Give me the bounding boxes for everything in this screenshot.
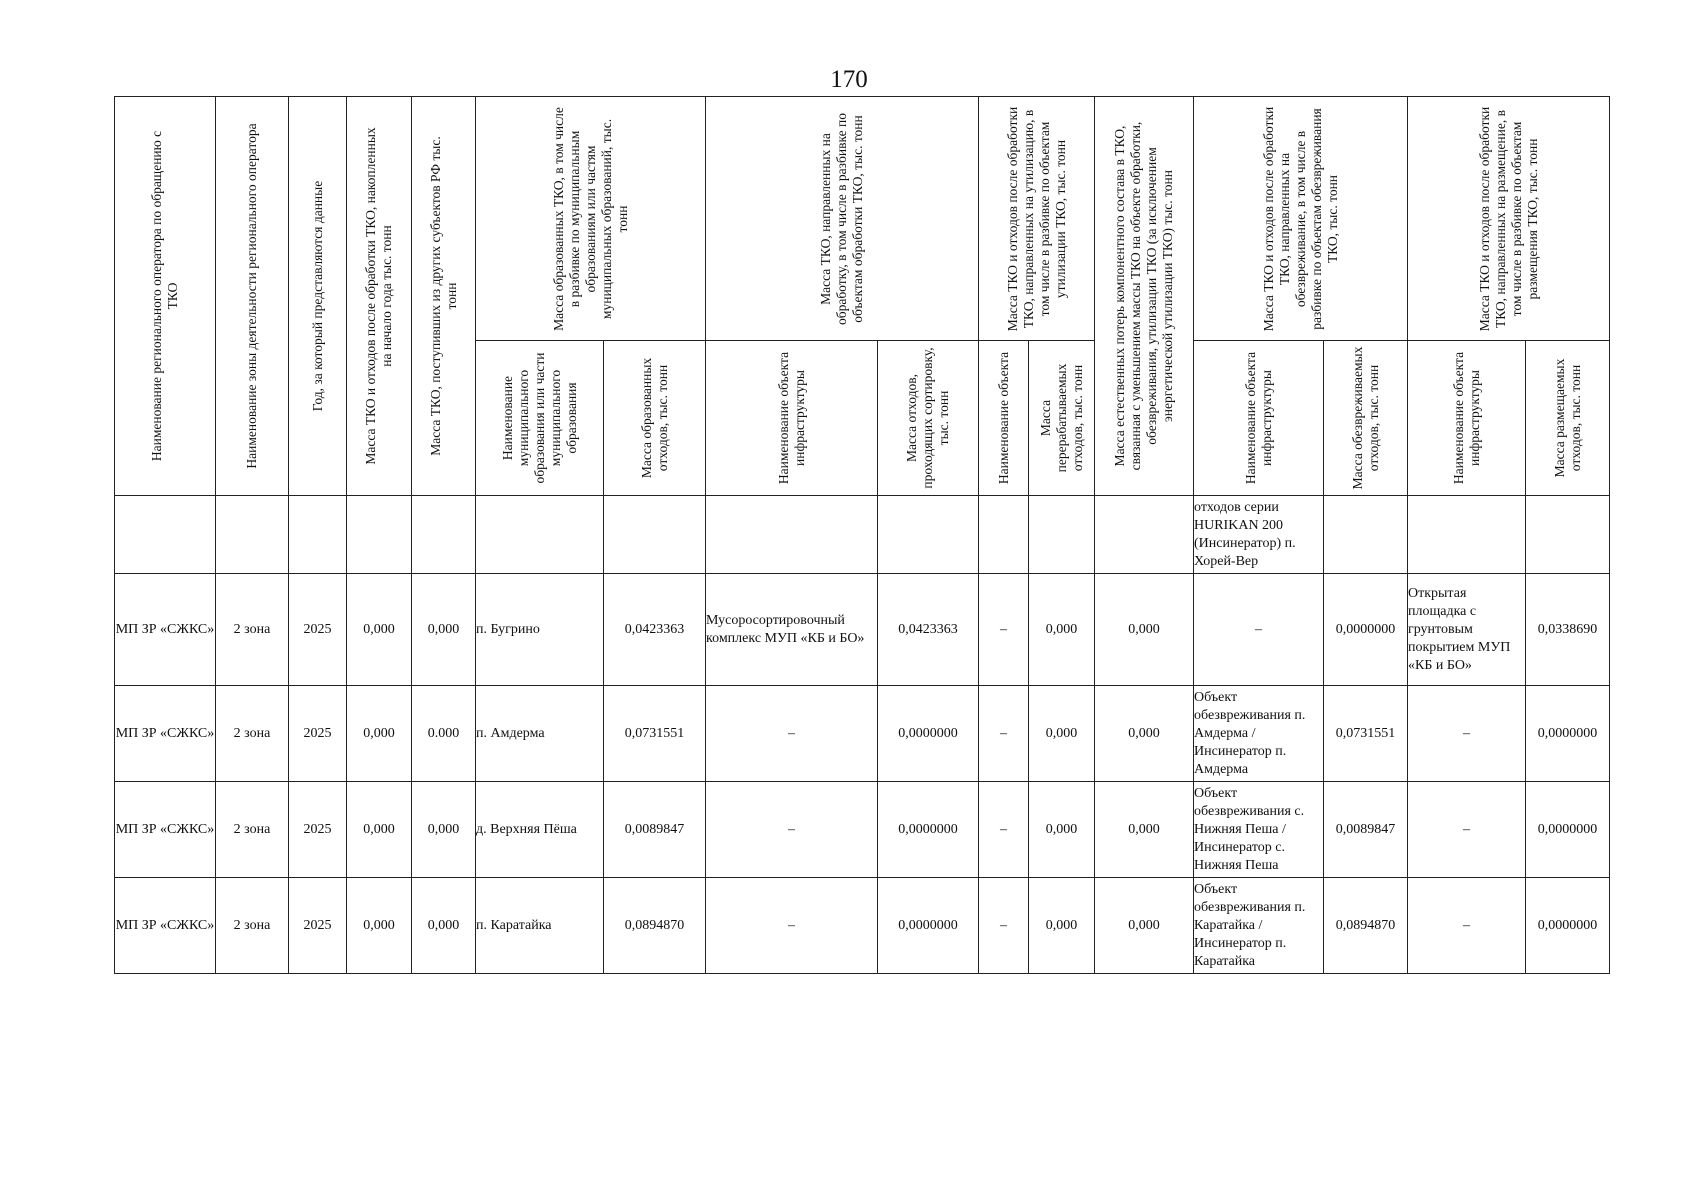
zone-cell: 2 зона — [216, 686, 289, 782]
header-generated-mass: Масса образованных отходов, тыс. тонн — [604, 341, 706, 496]
accumulated-cell: 0,000 — [347, 686, 412, 782]
recycled-cell: 0,000 — [1029, 782, 1095, 878]
table-row — [115, 878, 1610, 974]
operator-cell: МП ЗР «СЖКС» — [115, 878, 216, 974]
header-accumulated: Масса ТКО и отходов после обработки ТКО, накопленных на начало года тыс. тонн — [347, 97, 412, 496]
header-generated-group: Масса образованных ТКО, в том числе в разбивке по муниципальным образованиям или частям муниципальных образований, тыс. тонн — [476, 97, 706, 341]
page-number: 170 — [830, 66, 868, 93]
disposed-cell: 0,0000000 — [1526, 782, 1610, 878]
zone-cell: 2 зона — [216, 878, 289, 974]
recycled-cell: 0,000 — [1029, 574, 1095, 686]
disposal-object-cell: Открытая площадка с грунтовым покрытием МУП «КБ и БО» — [1408, 574, 1526, 686]
utilization-object-cell: – — [979, 782, 1029, 878]
header-year: Год, за который представляются данные — [289, 97, 347, 496]
header-disposal-object: Наименование объекта инфраструктуры — [1408, 341, 1526, 496]
disposed-cell: 0,0000000 — [1526, 686, 1610, 782]
disposed-cell: 0,0000000 — [1526, 878, 1610, 974]
header-disposed-mass: Масса размещаемых отходов, тыс. тонн — [1526, 341, 1610, 496]
sorted-cell: 0,0000000 — [878, 782, 979, 878]
municipality-cell: д. Верхняя Пёша — [476, 782, 604, 878]
neutralization-object-cell: Объект обезвреживания п. Каратайка / Инсинератор п. Каратайка — [1194, 878, 1324, 974]
header-neutralization-group: Масса ТКО и отходов после обработки ТКО, направленных на обезвреживание, в том числе в разбивке по объектам обезвреживания ТКО, тыс. тонн — [1194, 97, 1408, 341]
year-cell: 2025 — [289, 686, 347, 782]
disposed-cell: 0,0338690 — [1526, 574, 1610, 686]
from-other-cell: 0,000 — [412, 574, 476, 686]
header-natural-losses: Масса естественных потерь компонентного состава в ТКО, связанная с уменьшением массы ТКО на объекте обработки, обезвреживания, утилизации ТКО (за исключением энергетической утилизации ТКО) тыс. тонн — [1095, 97, 1194, 496]
neutralized-cell: 0,0894870 — [1324, 878, 1408, 974]
from-other-cell: 0,000 — [412, 878, 476, 974]
header-operator: Наименование регионального оператора по обращению с ТКО — [115, 97, 216, 496]
losses-cell: 0,000 — [1095, 686, 1194, 782]
sorted-cell: 0,0423363 — [878, 574, 979, 686]
generated-cell: 0,0731551 — [604, 686, 706, 782]
header-disposal-group: Масса ТКО и отходов после обработки ТКО, направленных на размещение, в том числе в разбивке по объектам размещения ТКО, тыс. тонн — [1408, 97, 1610, 341]
losses-cell: 0,000 — [1095, 574, 1194, 686]
header-processing-object: Наименование объекта инфраструктуры — [706, 341, 878, 496]
municipality-cell: п. Амдерма — [476, 686, 604, 782]
header-zone: Наименование зоны деятельности регионального оператора — [216, 97, 289, 496]
year-cell: 2025 — [289, 878, 347, 974]
sorted-cell: 0,0000000 — [878, 686, 979, 782]
header-neutralization-object: Наименование объекта инфраструктуры — [1194, 341, 1324, 496]
generated-cell: 0,0089847 — [604, 782, 706, 878]
recycled-cell: 0,000 — [1029, 686, 1095, 782]
utilization-object-cell: – — [979, 574, 1029, 686]
neutralization-object-cell: Объект обезвреживания п. Амдерма / Инсинератор п. Амдерма — [1194, 686, 1324, 782]
processing-object-cell: – — [706, 686, 878, 782]
municipality-cell: п. Каратайка — [476, 878, 604, 974]
disposal-object-cell: – — [1408, 782, 1526, 878]
header-recycled-mass: Масса перерабатываемых отходов, тыс. тонн — [1029, 341, 1095, 496]
table-row — [115, 782, 1610, 878]
waste-flow-table — [114, 96, 1610, 974]
table-row — [115, 574, 1610, 686]
operator-cell: МП ЗР «СЖКС» — [115, 574, 216, 686]
header-utilization-object: Наименование объекта — [979, 341, 1029, 496]
zone-cell: 2 зона — [216, 782, 289, 878]
neutralization-object-cell: – — [1194, 574, 1324, 686]
year-cell: 2025 — [289, 574, 347, 686]
losses-cell: 0,000 — [1095, 782, 1194, 878]
header-row-top — [115, 97, 1610, 341]
utilization-object-cell: – — [979, 686, 1029, 782]
municipality-cell: п. Бугрино — [476, 574, 604, 686]
from-other-cell: 0.000 — [412, 686, 476, 782]
neutralized-cell: 0,0731551 — [1324, 686, 1408, 782]
generated-cell: 0,0423363 — [604, 574, 706, 686]
header-from-other-regions: Масса ТКО, поступивших из других субъектов РФ тыс. тонн — [412, 97, 476, 496]
zone-cell: 2 зона — [216, 574, 289, 686]
disposal-object-cell: – — [1408, 686, 1526, 782]
accumulated-cell: 0,000 — [347, 782, 412, 878]
utilization-object-cell: – — [979, 878, 1029, 974]
header-processing-group: Масса ТКО, направленных на обработку, в том числе в разбивке по объектам обработки ТКО, тыс. тонн — [706, 97, 979, 341]
year-cell: 2025 — [289, 782, 347, 878]
header-utilization-group: Масса ТКО и отходов после обработки ТКО, направленных на утилизацию, в том числе в разбивке по объектам утилизации ТКО, тыс. тонн — [979, 97, 1095, 341]
neutralization-object-cell: Объект обезвреживания с. Нижняя Пеша / Инсинератор с. Нижняя Пеша — [1194, 782, 1324, 878]
neutralized-cell: 0,0000000 — [1324, 574, 1408, 686]
header-municipality-name: Наименование муниципального образования или части муниципального образования — [476, 341, 604, 496]
processing-object-cell: – — [706, 878, 878, 974]
continuation-row — [115, 496, 1610, 574]
neutralized-cell: 0,0089847 — [1324, 782, 1408, 878]
processing-object-cell: Мусоросортировочный комплекс МУП «КБ и БО» — [706, 574, 878, 686]
accumulated-cell: 0,000 — [347, 878, 412, 974]
generated-cell: 0,0894870 — [604, 878, 706, 974]
header-sorted-mass: Масса отходов, проходящих сортировку, тыс. тонн — [878, 341, 979, 496]
from-other-cell: 0,000 — [412, 782, 476, 878]
operator-cell: МП ЗР «СЖКС» — [115, 686, 216, 782]
processing-object-cell: – — [706, 782, 878, 878]
accumulated-cell: 0,000 — [347, 574, 412, 686]
continuation-neutralization-object: отходов серии HURIKAN 200 (Инсинератор) п. Хорей-Вер — [1194, 496, 1324, 574]
header-neutralized-mass: Масса обезвреживаемых отходов, тыс. тонн — [1324, 341, 1408, 496]
disposal-object-cell: – — [1408, 878, 1526, 974]
sorted-cell: 0,0000000 — [878, 878, 979, 974]
operator-cell: МП ЗР «СЖКС» — [115, 782, 216, 878]
losses-cell: 0,000 — [1095, 878, 1194, 974]
recycled-cell: 0,000 — [1029, 878, 1095, 974]
table-row — [115, 686, 1610, 782]
